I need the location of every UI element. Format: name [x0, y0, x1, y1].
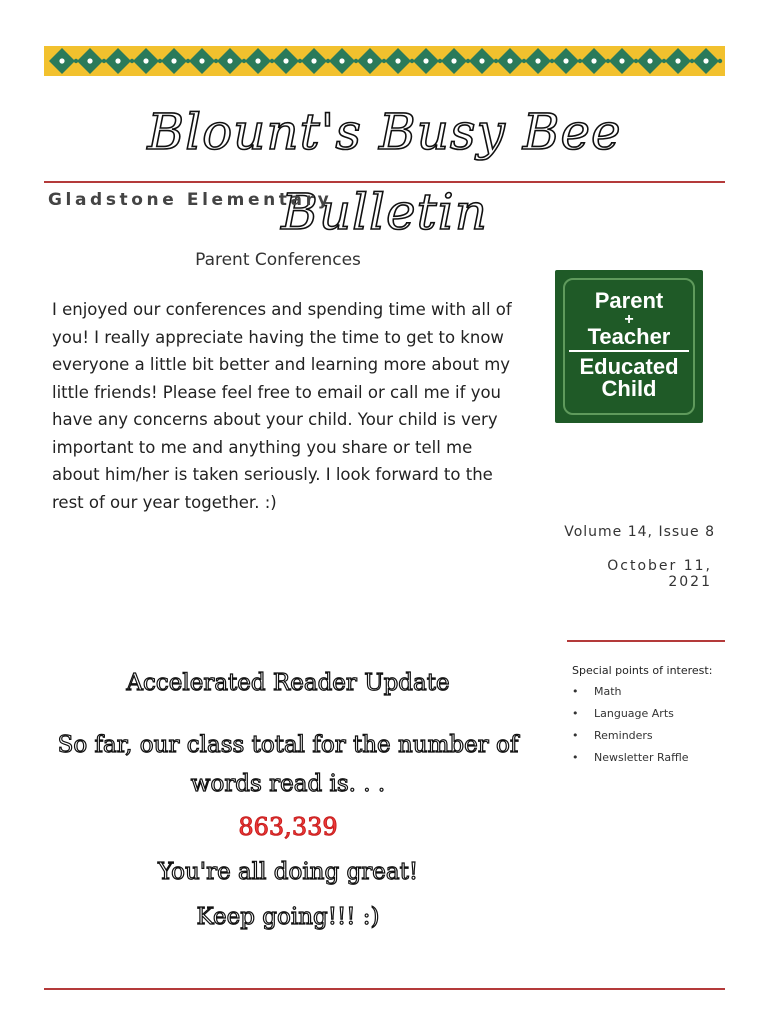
diamond-dot: [339, 58, 344, 63]
sidebar-rule: [567, 640, 725, 642]
parent-teacher-logo: [555, 270, 703, 423]
reader-update-text: So far, our class total for the number of words read is. . .: [57, 732, 519, 797]
diamond-dot: [395, 58, 400, 63]
newsletter-title: Blount's Busy Bee Bulletin: [147, 103, 622, 241]
reader-update-title: Accelerated Reader Update: [126, 670, 450, 696]
diamond-dot: [143, 58, 148, 63]
issue-volume: Volume 14, Issue 8: [564, 524, 715, 540]
diamond-dot: [311, 58, 316, 63]
logo-line-child: Child: [601, 376, 657, 401]
divider-rule: [44, 181, 725, 183]
logo-line-educated: Educated: [579, 354, 679, 379]
diamond-dot: [87, 58, 92, 63]
diamond-dot: [227, 58, 232, 63]
diamond-dot: [115, 58, 120, 63]
article-title: Parent Conferences: [195, 250, 361, 270]
diamond-dot: [367, 58, 372, 63]
words-read-total: 863,339: [238, 813, 338, 841]
diamond-dot: [675, 58, 680, 63]
logo-line-teacher: Teacher: [587, 324, 671, 349]
diamond-dot: [479, 58, 484, 63]
diamond-dot: [423, 58, 428, 63]
issue-date: October 11, 2021: [607, 558, 712, 590]
encouragement-line: You're all doing great!: [157, 859, 419, 885]
diamond-dot: [619, 58, 624, 63]
logo-divider: [569, 350, 689, 352]
list-item: • Reminders: [572, 728, 689, 750]
school-name: Gladstone Elementary: [48, 190, 333, 210]
diamond-dot: [591, 58, 596, 63]
reader-update-section: [52, 670, 524, 940]
points-of-interest-list: [572, 684, 689, 772]
logo-plus: +: [624, 311, 634, 328]
list-item: • Math: [572, 684, 689, 706]
encouragement-line: Keep going!!! :): [196, 904, 380, 930]
diamond-dot: [451, 58, 456, 63]
diamond-dot: [199, 58, 204, 63]
diamond-dot: [703, 58, 708, 63]
logo-line-parent: Parent: [594, 288, 664, 313]
diamond-pattern: [44, 46, 725, 76]
diamond-dot: [507, 58, 512, 63]
diamond-dot: [563, 58, 568, 63]
footer-rule: [44, 988, 725, 990]
diamond-dot: [283, 58, 288, 63]
list-item: • Newsletter Raffle: [572, 750, 689, 772]
points-of-interest-heading: Special points of interest:: [572, 664, 713, 677]
spacer-dot: [718, 59, 722, 63]
diamond-dot: [255, 58, 260, 63]
decorative-border-band: [44, 46, 725, 76]
diamond-dot: [535, 58, 540, 63]
diamond-dot: [59, 58, 64, 63]
article-body: I enjoyed our conferences and spending time with all of you! I really appreciate having the time to get to know everyone a little bit better and learning more about my little friends! Please feel free to email or call me if you have any concerns about your child. Your child is very important to me and anything you share or tell me about him/her is taken seriously. I look forward to the rest of our year together. :): [52, 300, 512, 512]
list-item: • Language Arts: [572, 706, 689, 728]
diamond-dot: [171, 58, 176, 63]
diamond-dot: [647, 58, 652, 63]
